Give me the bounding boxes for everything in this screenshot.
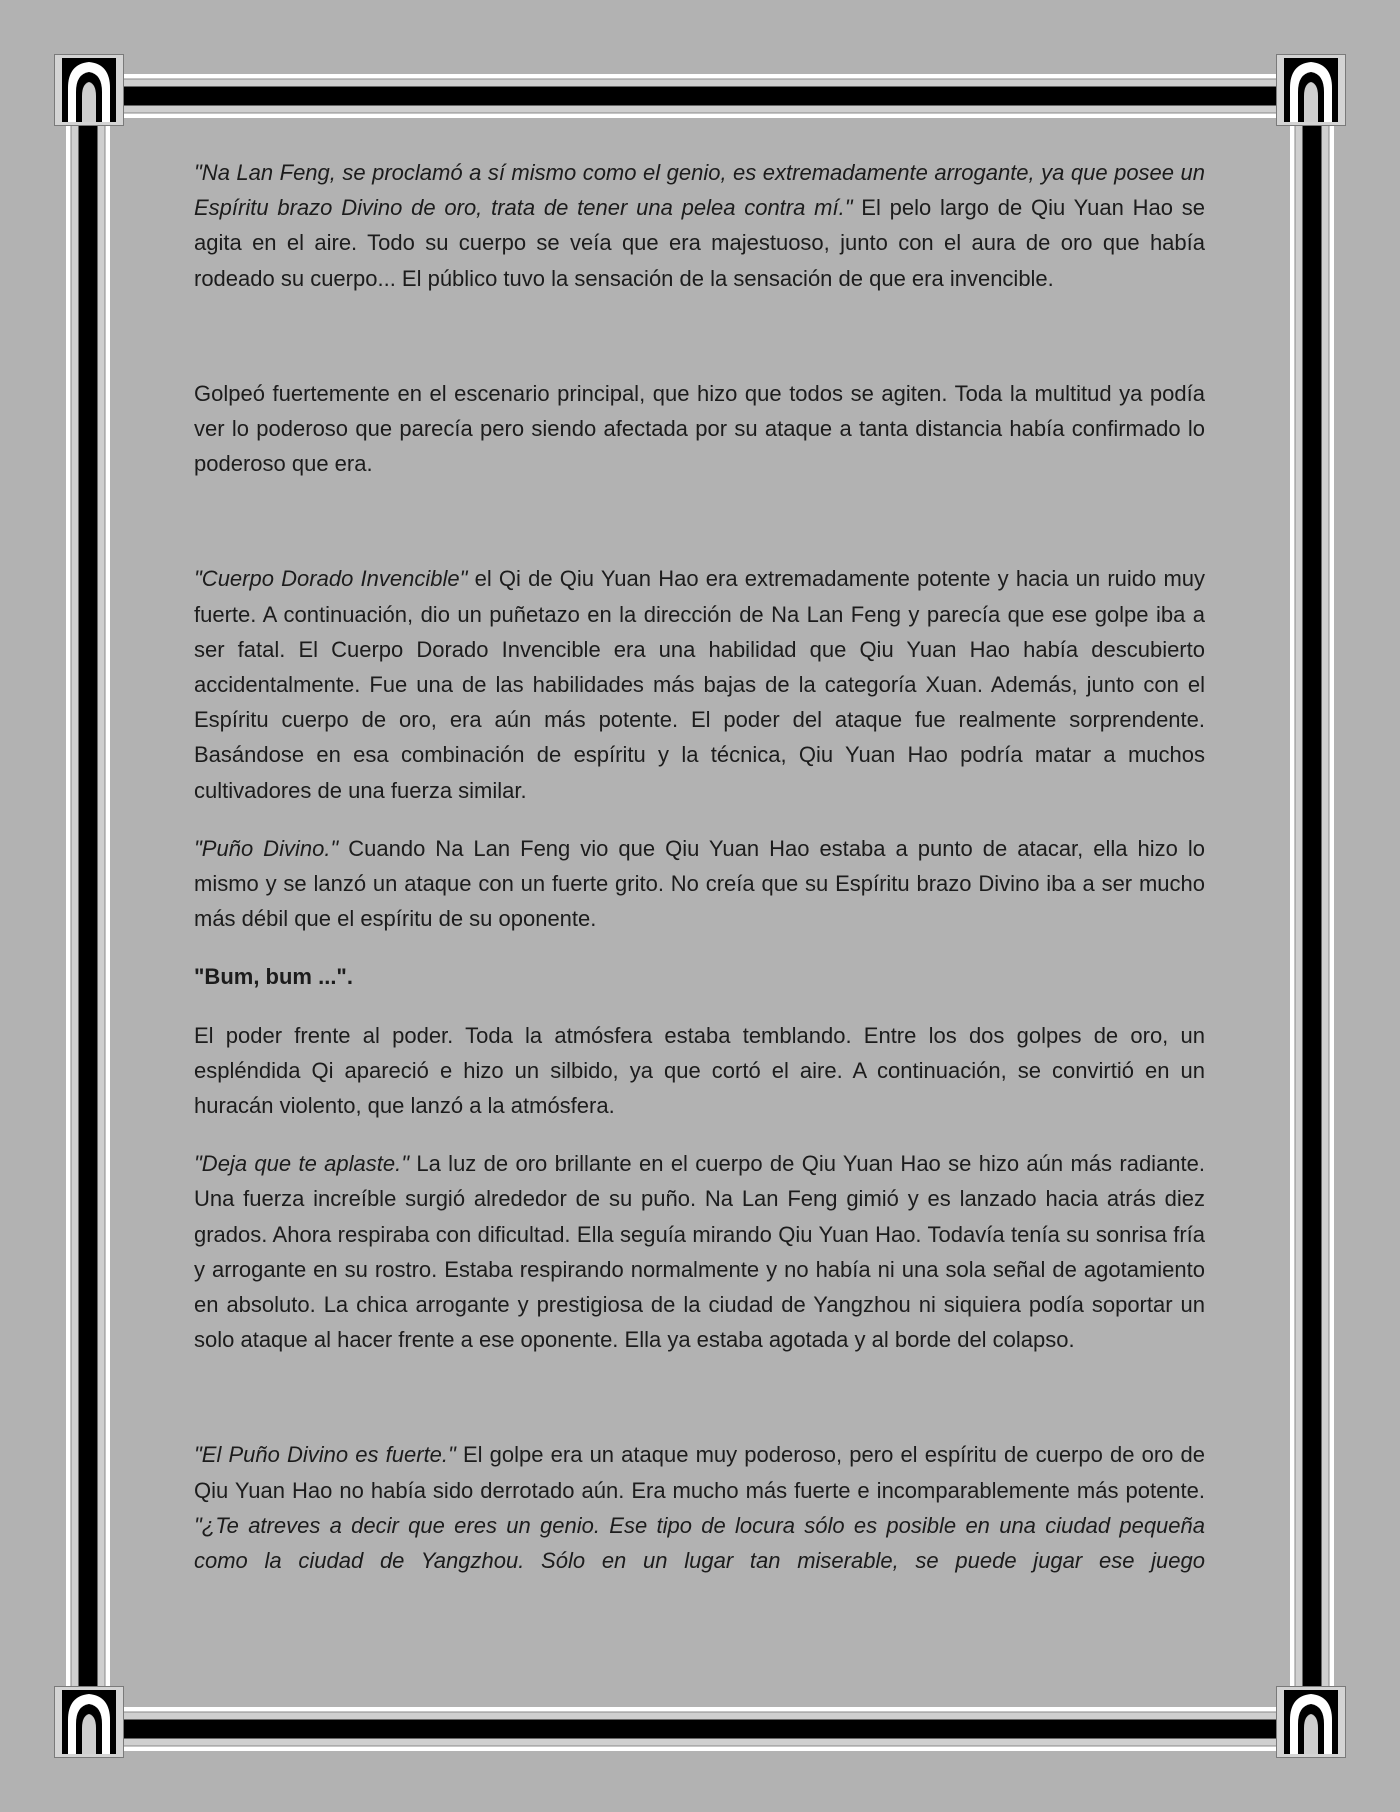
frame-corner-ornament-bottom-left <box>54 1686 124 1758</box>
frame-corner-ornament-bottom-right <box>1276 1686 1346 1758</box>
dialogue-italic: "Na Lan Feng, se proclamó a sí mismo como el genio, es extremadamente arrogante, ya que posee un Espíritu brazo Divino de oro, trata de tener una pelea contra mí." <box>194 160 1205 221</box>
dialogue-italic: "Cuerpo Dorado Invencible" <box>194 566 468 592</box>
paragraph-text: La luz de oro brillante en el cuerpo de Qiu Yuan Hao se hizo aún más radiante. Una fuerza increíble surgió alrededor de su puño. Na Lan Feng gimió y es lanzado hacia atrás diez grados. Ahora respiraba con dificultad. Ella seguía mirando Qiu Yuan Hao. Todavía tenía su sonrisa fría y arrogante en su rostro. Estaba respirando normalmente y no había ni una sola señal de agotamiento en absoluto. La chica arrogante y prestigiosa de la ciudad de Yangzhou ni siquiera podía soportar un solo ataque al hacer frente a ese oponente. Ella ya estaba agotada y al borde del colapso. <box>194 1151 1205 1353</box>
paragraph-8 <box>194 1437 1205 1578</box>
paragraph-1 <box>194 155 1205 296</box>
frame-bottom-border <box>118 1707 1282 1751</box>
frame-left-border <box>66 118 110 1694</box>
frame-corner-ornament-top-left <box>54 54 124 126</box>
dialogue-italic-continued: "¿Te atreves a decir que eres un genio. Ese tipo de locura sólo es posible en una ciudad pequeña como la ciudad de Yangzhou. Sólo en un lugar tan miserable, se puede jugar ese juego <box>194 1512 1205 1574</box>
paragraph-6 <box>194 1018 1205 1124</box>
document-body <box>194 155 1205 1578</box>
dialogue-italic: "Puño Divino." <box>194 835 339 861</box>
paragraph-4 <box>194 831 1205 937</box>
paragraph-text: El pelo largo de Qiu Yuan Hao se agita en el aire. Todo su cuerpo se veía que era majestuoso, junto con el aura de oro que había rodeado su cuerpo... El público tuvo la sensación de la sensación de que era invencible. <box>194 195 1205 291</box>
paragraph-text: el Qi de Qiu Yuan Hao era extremadamente potente y hacia un ruido muy fuerte. A continuación, dio un puñetazo en la dirección de Na Lan Feng y parecía que ese golpe iba a ser fatal. El Cuerpo Dorado Invencible era una habilidad que Qiu Yuan Hao había descubierto accidentalmente. Fue una de las habilidades más bajas de la categoría Xuan. Además, junto con el Espíritu cuerpo de oro, era aún más potente. El poder del ataque fue realmente sorprendente. Basándose en esa combinación de espíritu y la técnica, Qiu Yuan Hao podría matar a muchos cultivadores de una fuerza similar. <box>194 566 1206 803</box>
paragraph-5-sound-effect <box>194 959 1205 994</box>
paragraph-2 <box>194 376 1205 482</box>
paragraph-7 <box>194 1146 1205 1357</box>
paragraph-text: Cuando Na Lan Feng vio que Qiu Yuan Hao estaba a punto de atacar, ella hizo lo mismo y se lanzó un ataque con un fuerte grito. No creía que su Espíritu brazo Divino iba a ser mucho más débil que el espíritu de su oponente. <box>194 835 1205 932</box>
dialogue-italic: "El Puño Divino es fuerte." <box>194 1442 456 1468</box>
paragraph-text: "Bum, bum ...". <box>194 964 353 990</box>
frame-top-border <box>118 74 1282 118</box>
frame-corner-ornament-top-right <box>1276 54 1346 126</box>
paragraph-text: Golpeó fuertemente en el escenario principal, que hizo que todos se agiten. Toda la multitud ya podía ver lo poderoso que parecía pero siendo afectada por su ataque a tanta distancia había confirmado lo poderoso que era. <box>194 380 1205 477</box>
paragraph-text: El poder frente al poder. Toda la atmósfera estaba temblando. Entre los dos golpes de oro, un espléndida Qi apareció e hizo un silbido, ya que cortó el aire. A continuación, se convirtió en un huracán violento, que lanzó a la atmósfera. <box>194 1022 1205 1119</box>
paragraph-3 <box>194 561 1205 807</box>
frame-right-border <box>1290 118 1334 1694</box>
paragraph-text: El golpe era un ataque muy poderoso, pero el espíritu de cuerpo de oro de Qiu Yuan Hao no había sido derrotado aún. Era mucho más fuerte e incomparablemente más potente. <box>194 1442 1205 1503</box>
dialogue-italic: "Deja que te aplaste." <box>194 1151 410 1177</box>
